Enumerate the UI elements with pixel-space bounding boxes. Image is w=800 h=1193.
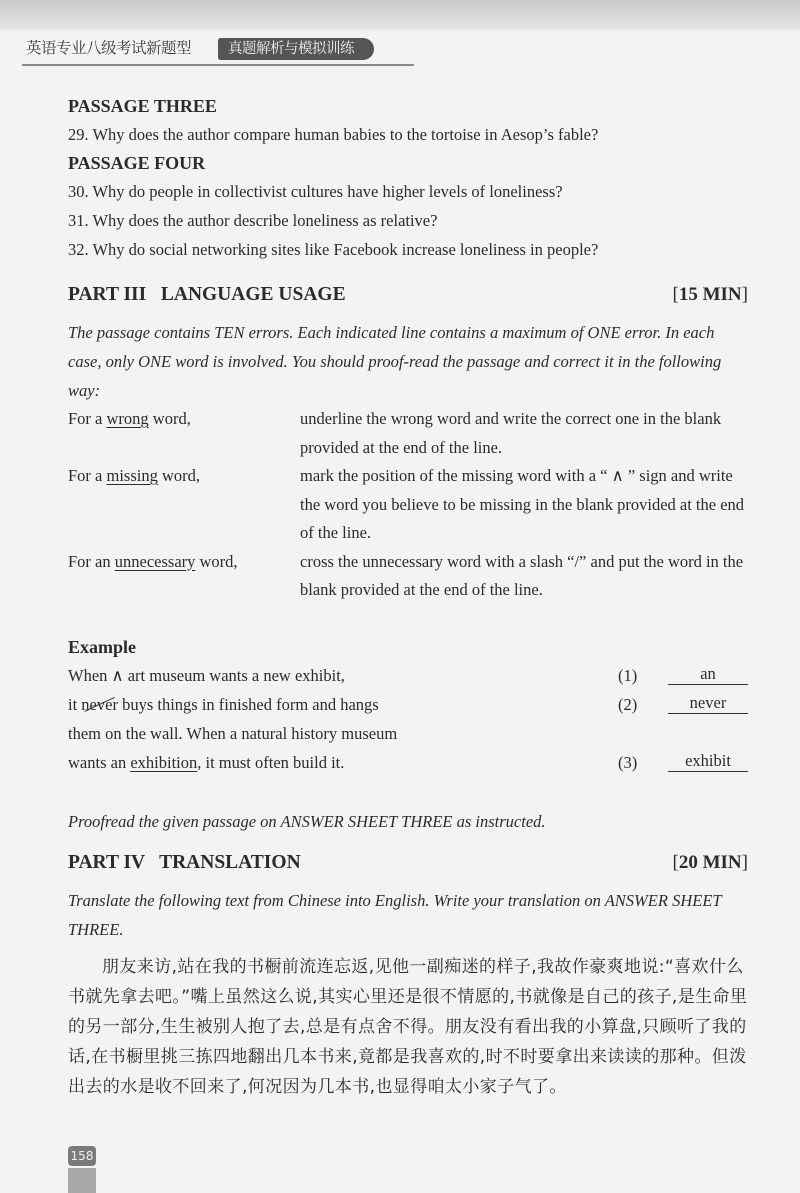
rule-desc-unnecessary: cross the unnecessary word with a slash “/” and put the word in the blank provided at the end of the line.	[300, 551, 744, 599]
scan-top-band	[0, 0, 800, 30]
struck-word: never	[81, 694, 118, 714]
question-29: 29. Why does the author compare human babies to the tortoise in Aesop’s fable?	[68, 125, 599, 144]
page-content	[68, 92, 748, 1119]
part3-instruction: The passage contains TEN errors. Each indicated line contains a maximum of ONE error. In each case, only ONE word is involved. You should proof-read the passage and correct it in the following way:	[68, 323, 722, 400]
rule-label-unnecessary: For an unnecessary word,	[68, 551, 238, 571]
example-title: Example	[68, 636, 137, 657]
page-number: 158	[68, 1146, 96, 1166]
example-line-3: them on the wall. When a natural history museum	[68, 723, 398, 743]
example-answer-3: (3) exhibit	[618, 748, 748, 777]
part4-instruction: Translate the following text from Chinese into English. Write your translation on ANSWER SHEET THREE.	[68, 890, 722, 939]
question-32: 32. Why do social networking sites like Facebook increase loneliness in people?	[68, 240, 599, 259]
part3-time: [15 MIN]	[672, 284, 748, 305]
page-edge-band	[68, 1168, 96, 1193]
example-answer-2: (2) never	[618, 690, 748, 719]
question-30: 30. Why do people in collectivist cultures have higher levels of loneliness?	[68, 182, 563, 201]
part4-time: [20 MIN]	[672, 851, 748, 873]
example-line-4: wants an exhibition, it must often build it. (3) exhibit	[68, 748, 748, 777]
running-header	[0, 34, 800, 64]
rule-desc-missing: mark the position of the missing word with a “ ∧ ” sign and write the word you believe to be missing in the blank provided at the end of the line.	[300, 466, 745, 542]
rule-label-missing: For a missing word,	[68, 466, 201, 485]
example-line-1: When ∧ art museum wants a new exhibit, (1) an	[68, 661, 748, 690]
part3-closing: Proofread the given passage on ANSWER SHEET THREE as instructed.	[68, 811, 546, 831]
translation-text: 朋友来访,站在我的书橱前流连忘返,见他一副痴迷的样子,我故作豪爽地说:“喜欢什么书就先拿去吧。”嘴上虽然这么说,其实心里还是很不情愿的,书就像是自己的孩子,是生命里的另一部分,生生被别人抱了去,总是有点舍不得。朋友没有看出我的小算盘,只顾听了我的话,在书橱里挑三拣四地翻出几本书来,竟都是我喜欢的,时不时要拿出来读读的那种。但泼出去的水是收不回来了,何况因为几本书,也显得咱太小家子气了。	[68, 956, 748, 1097]
passage-four-heading: PASSAGE FOUR	[68, 153, 206, 173]
rule-desc-wrong: underline the wrong word and write the correct one in the blank provided at the end of the line.	[300, 409, 722, 457]
book-title: 英语专业八级考试新题型	[26, 39, 192, 57]
header-rule	[22, 64, 414, 66]
question-31: 31. Why does the author describe loneliness as relative?	[68, 211, 438, 230]
part4-title: PART IV TRANSLATION	[68, 851, 301, 873]
part3-title: PART III LANGUAGE USAGE	[68, 284, 346, 305]
rule-label-wrong: For a wrong word,	[68, 409, 191, 428]
passage-three-heading: PASSAGE THREE	[68, 96, 217, 116]
part4-heading	[68, 846, 748, 880]
part3-heading	[68, 278, 748, 312]
example-answer-1: (1) an	[618, 661, 748, 690]
book-subtitle-tag: 真题解析与模拟训练	[218, 38, 374, 60]
example-line-2: it never buys things in finished form and hangs (2) never	[68, 690, 748, 719]
proofread-rules	[68, 405, 748, 605]
underlined-word: exhibition	[130, 752, 198, 772]
